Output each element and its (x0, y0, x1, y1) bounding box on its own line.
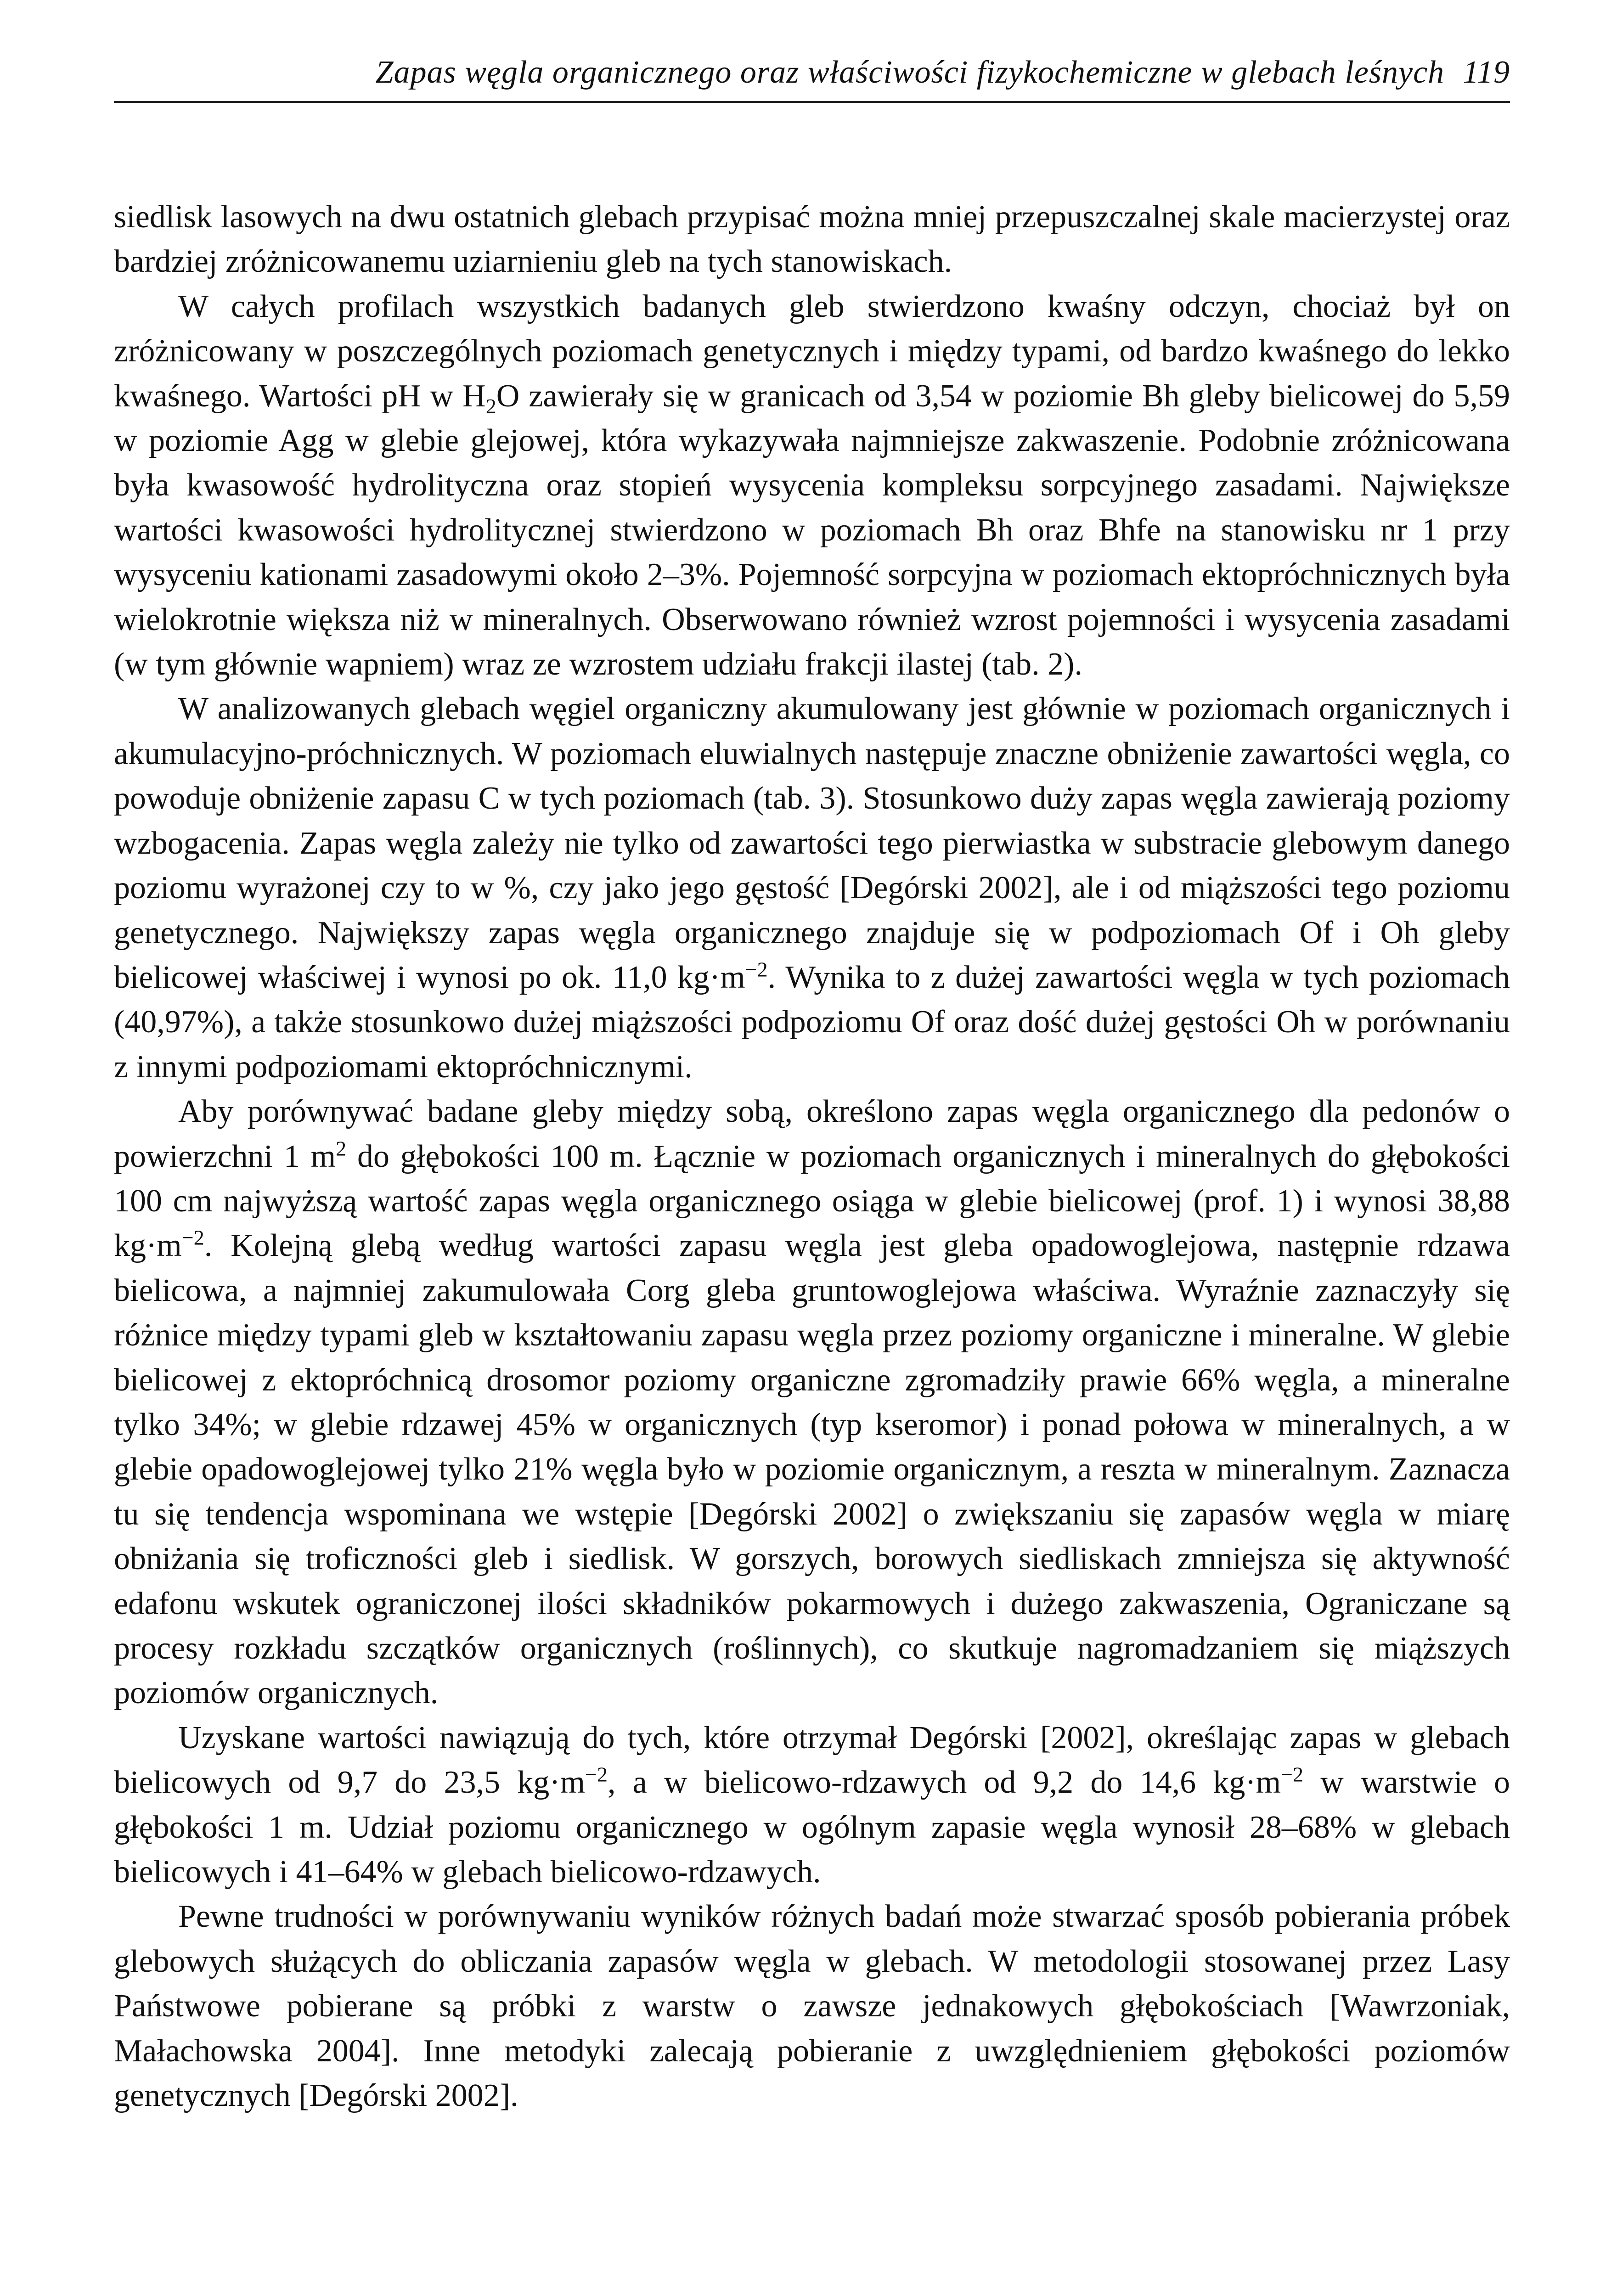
paragraph-4-text-c: . Kolejną glebą według wartości zapasu węgla jest gleba opadowoglejowa, następnie rdzawa bielicowa, a najmniej zakumulowała Corg gleba gruntowoglejowa właściwa. Wyraźnie zaznaczyły się różnice między typami gleb w kształtowaniu zapasu węgla przez poziomy organiczne i mineralne. W glebie bielicowej z ektopróchnicą drosomor poziomy organiczne zgromadziły prawie 66% węgla, a mineralne tylko 34%; w glebie rdzawej 45% w organicznych (typ kseromor) i ponad połowa w mineralnych, a w glebie opadowoglejowej tylko 21% węgla było w poziomie organicznym, a reszta w mineralnym. Zaznacza tu się tendencja wspominana we wstępie [Degórski 2002] o zwiększaniu się zapasów węgla w miarę obniżania się troficzności gleb i siedlisk. W gorszych, borowych siedliskach zmniejsza się aktywność edafonu wskutek ograniczonej ilości składników pokarmowych i dużego zakwaszenia, Ograniczane są procesy rozkładu szczątków organicznych (roślinnych), co skutkuje nagromadzaniem się miąższych poziomów organicznych. (114, 1228, 1510, 1711)
body-text (114, 195, 1510, 2118)
superscript-2: 2 (336, 1137, 347, 1160)
subscript-2: 2 (485, 394, 496, 418)
superscript-minus-2: −2 (585, 1762, 608, 1786)
page (114, 46, 1510, 2118)
paragraph-3 (114, 687, 1510, 1089)
paragraph-2-text-a: W całych profilach wszystkich badanych gleb stwierdzono kwaśny odczyn, chociaż był on zróżnicowany w poszczególnych poziomach genetycznych i między typami, od bardzo kwaśnego do lekko kwaśnego. Wartości pH w H (114, 288, 1510, 414)
paragraph-6-text: Pewne trudności w porównywaniu wyników różnych badań może stwarzać sposób pobierania próbek glebowych służących do obliczania zapasów węgla w glebach. W metodologii stosowanej przez Lasy Państwowe pobierane są próbki z warstw o zawsze jednakowych głębokościach [Wawrzoniak, Małachowska 2004]. Inne metodyki zalecają pobieranie z uwzględnieniem głębokości poziomów genetycznych [Degórski 2002]. (114, 1899, 1510, 2114)
paragraph-5-text-b: , a w bielicowo-rdzawych od 9,2 do 14,6 kg·m (607, 1765, 1281, 1801)
paragraph-3-text-a: W analizowanych glebach węgiel organiczny akumulowany jest głównie w poziomach organicznych i akumulacyjno-próchnicznych. W poziomach eluwialnych następuje znaczne obniżenie zawartości węgla, co powoduje obniżenie zapasu C w tych poziomach (tab. 3). Stosunkowo duży zapas węgla zawierają poziomy wzbogacenia. Zapas węgla zależy nie tylko od zawartości tego pierwiastka w substracie glebowym danego poziomu wyrażonej czy to w %, czy jako jego gęstość [Degórski 2002], ale i od miąższości tego poziomu genetycznego. Największy zapas węgla organicznego znajduje się w podpoziomach Of i Oh gleby bielicowej właściwej i wynosi po ok. 11,0 kg·m (114, 691, 1510, 995)
paragraph-4 (114, 1089, 1510, 1716)
paragraph-3-text-b: . Wynika to z dużej zawartości węgla w tych poziomach (40,97%), a także stosunkowo dużej miąższości podpoziomu Of oraz dość dużej gęstości Oh w porównaniu z innymi podpoziomami ektopróchnicznymi. (114, 959, 1510, 1085)
paragraph-6 (114, 1894, 1510, 2118)
superscript-minus-2: −2 (1281, 1762, 1304, 1786)
paragraph-2 (114, 284, 1510, 687)
paragraph-5-text-c: w warstwie o głębokości 1 m. Udział poziomu organicznego w ogólnym zapasie węgla wynosił 28–68% w glebach bielicowych i 41–64% w glebach bielicowo-rdzawych. (114, 1765, 1510, 1890)
paragraph-2-text-b: O zawierały się w granicach od 3,54 w poziomie Bh gleby bielicowej do 5,59 w poziomie Agg w glebie glejowej, która wykazywała najmniejsze zakwaszenie. Podobnie zróżnicowana była kwasowość hydrolityczna oraz stopień wysycenia kompleksu sorpcyjnego zasadami. Największe wartości kwasowości hydrolitycznej stwierdzono w poziomach Bh oraz Bhfe na stanowisku nr 1 przy wysyceniu kationami zasadowymi około 2–3%. Pojemność sorpcyjna w poziomach ektopróchnicznych była wielokrotnie większa niż w mineralnych. Obserwowano również wzrost pojemności i wysycenia zasadami (w tym głównie wapniem) wraz ze wzrostem udziału frakcji ilastej (tab. 2). (114, 378, 1510, 682)
paragraph-4-text-a: Aby porównywać badane gleby między sobą, określono zapas węgla organicznego dla pedonów o powierzchni 1 m (114, 1094, 1510, 1174)
running-title (114, 54, 1510, 91)
page-number: 119 (1463, 55, 1510, 90)
running-title-text: Zapas węgla organicznego oraz właściwości fizykochemiczne w glebach leśnych (375, 55, 1445, 90)
paragraph-5 (114, 1716, 1510, 1895)
superscript-minus-2: −2 (745, 957, 768, 981)
paragraph-1-text: siedlisk lasowych na dwu ostatnich glebach przypisać można mniej przepuszczalnej skale macierzystej oraz bardziej zróżnicowanemu uziarnieniu gleb na tych stanowiskach. (114, 199, 1510, 280)
running-head (114, 46, 1510, 103)
superscript-minus-2: −2 (181, 1226, 204, 1250)
paragraph-5-text-a: Uzyskane wartości nawiązują do tych, które otrzymał Degórski [2002], określając zapas w glebach bielicowych od 9,7 do 23,5 kg·m (114, 1720, 1510, 1801)
paragraph-4-text-b: do głębokości 100 m. Łącznie w poziomach organicznych i mineralnych do głębokości 100 cm najwyższą wartość zapas węgla organicznego osiąga w glebie bielicowej (prof. 1) i wynosi 38,88 kg·m (114, 1138, 1510, 1264)
paragraph-1 (114, 195, 1510, 284)
